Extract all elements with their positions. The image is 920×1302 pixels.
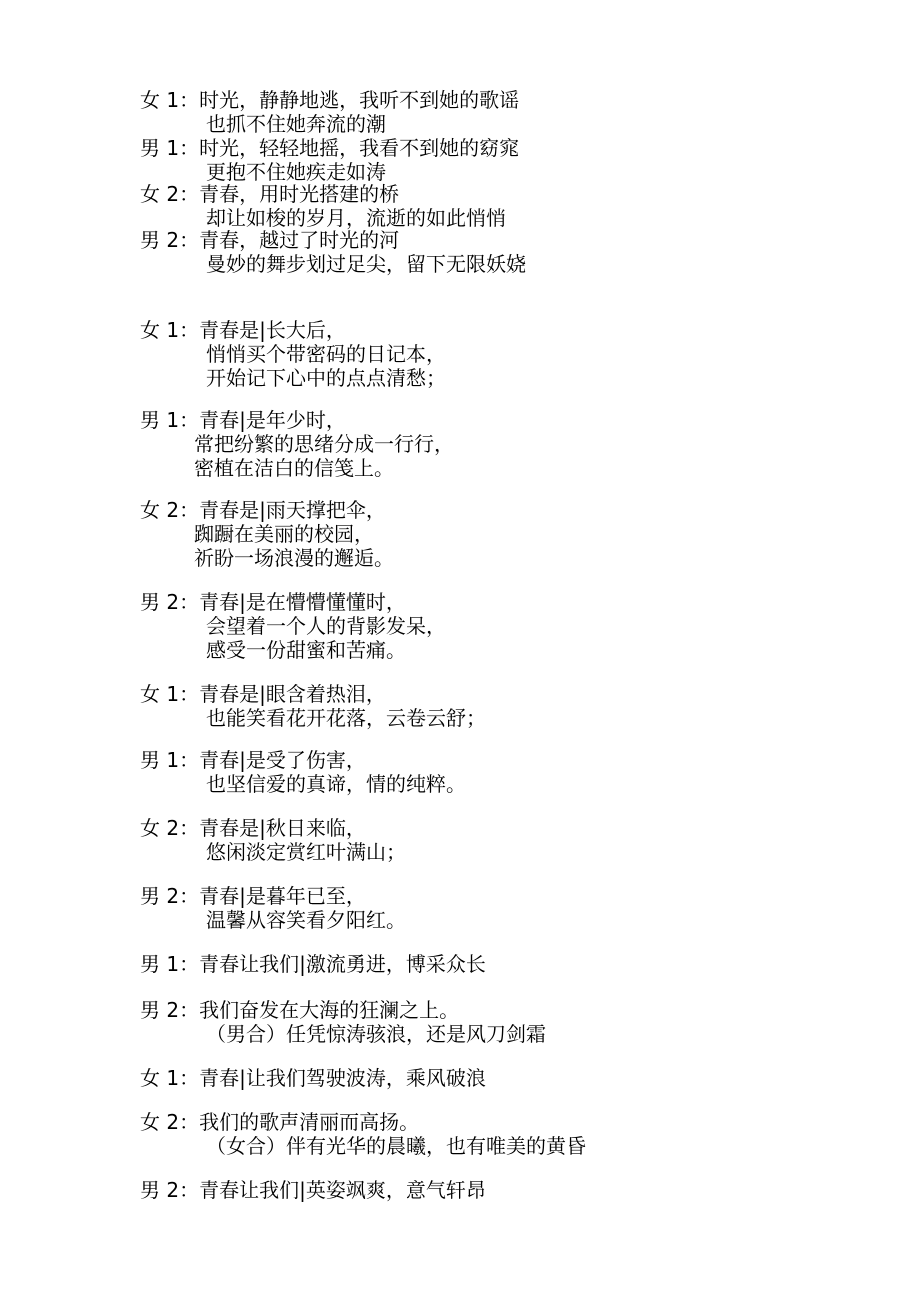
text-line: 悠闲淡定赏红叶满山； [206,840,406,864]
text-line: 男 1：青春让我们|激流勇进，博采众长 [140,952,486,976]
text-line: 男 1：青春|是受了伤害， [140,748,366,772]
text-line: 女 2：我们的歌声清丽而高扬。 [140,1110,420,1134]
text-line: 密植在洁白的信笺上。 [194,456,394,480]
text-line: 感受一份甜蜜和苦痛。 [206,638,406,662]
text-line: 常把纷繁的思绪分成一行行， [194,432,454,456]
text-line: 男 2：青春让我们|英姿飒爽，意气轩昂 [140,1178,486,1202]
text-line: 也抓不住她奔流的潮 [206,112,386,136]
text-line: 女 2：青春是|雨天撑把伞， [140,498,386,522]
text-line: 男 2：青春|是暮年已至， [140,884,366,908]
text-line: 女 1：青春|让我们驾驶波涛，乘风破浪 [140,1066,486,1090]
text-line: 女 1：时光，静静地逃，我听不到她的歌谣 [140,88,520,112]
text-line: 女 1：青春是|眼含着热泪， [140,682,386,706]
text-line: 更抱不住她疾走如涛 [206,160,386,184]
text-line: 女 2：青春是|秋日来临， [140,816,366,840]
text-line: 温馨从容笑看夕阳红。 [206,908,406,932]
text-line: 男 2：青春|是在懵懵懂懂时， [140,590,406,614]
text-line: 曼妙的舞步划过足尖，留下无限妖娆 [206,252,526,276]
text-line: 会望着一个人的背影发呆， [206,614,446,638]
text-line: （男合）任凭惊涛骇浪，还是风刀剑霜 [206,1022,546,1046]
text-line: 女 1：青春是|长大后， [140,318,346,342]
text-line: 祈盼一场浪漫的邂逅。 [194,546,394,570]
text-line: 男 1：时光，轻轻地摇，我看不到她的窈窕 [140,136,520,160]
text-line: 却让如梭的岁月，流逝的如此悄悄 [206,206,506,230]
text-line: 男 1：青春|是年少时， [140,408,346,432]
text-line: 悄悄买个带密码的日记本， [206,342,446,366]
text-line: 男 2：青春，越过了时光的河 [140,228,400,252]
text-line: 女 2：青春，用时光搭建的桥 [140,182,400,206]
text-line: （女合）伴有光华的晨曦，也有唯美的黄昏 [206,1134,586,1158]
text-line: 男 2：我们奋发在大海的狂澜之上。 [140,998,460,1022]
text-line: 踟蹰在美丽的校园， [194,522,374,546]
text-line: 也坚信爱的真谛，情的纯粹。 [206,772,466,796]
text-line: 开始记下心中的点点清愁； [206,366,446,390]
text-line: 也能笑看花开花落，云卷云舒； [206,706,486,730]
